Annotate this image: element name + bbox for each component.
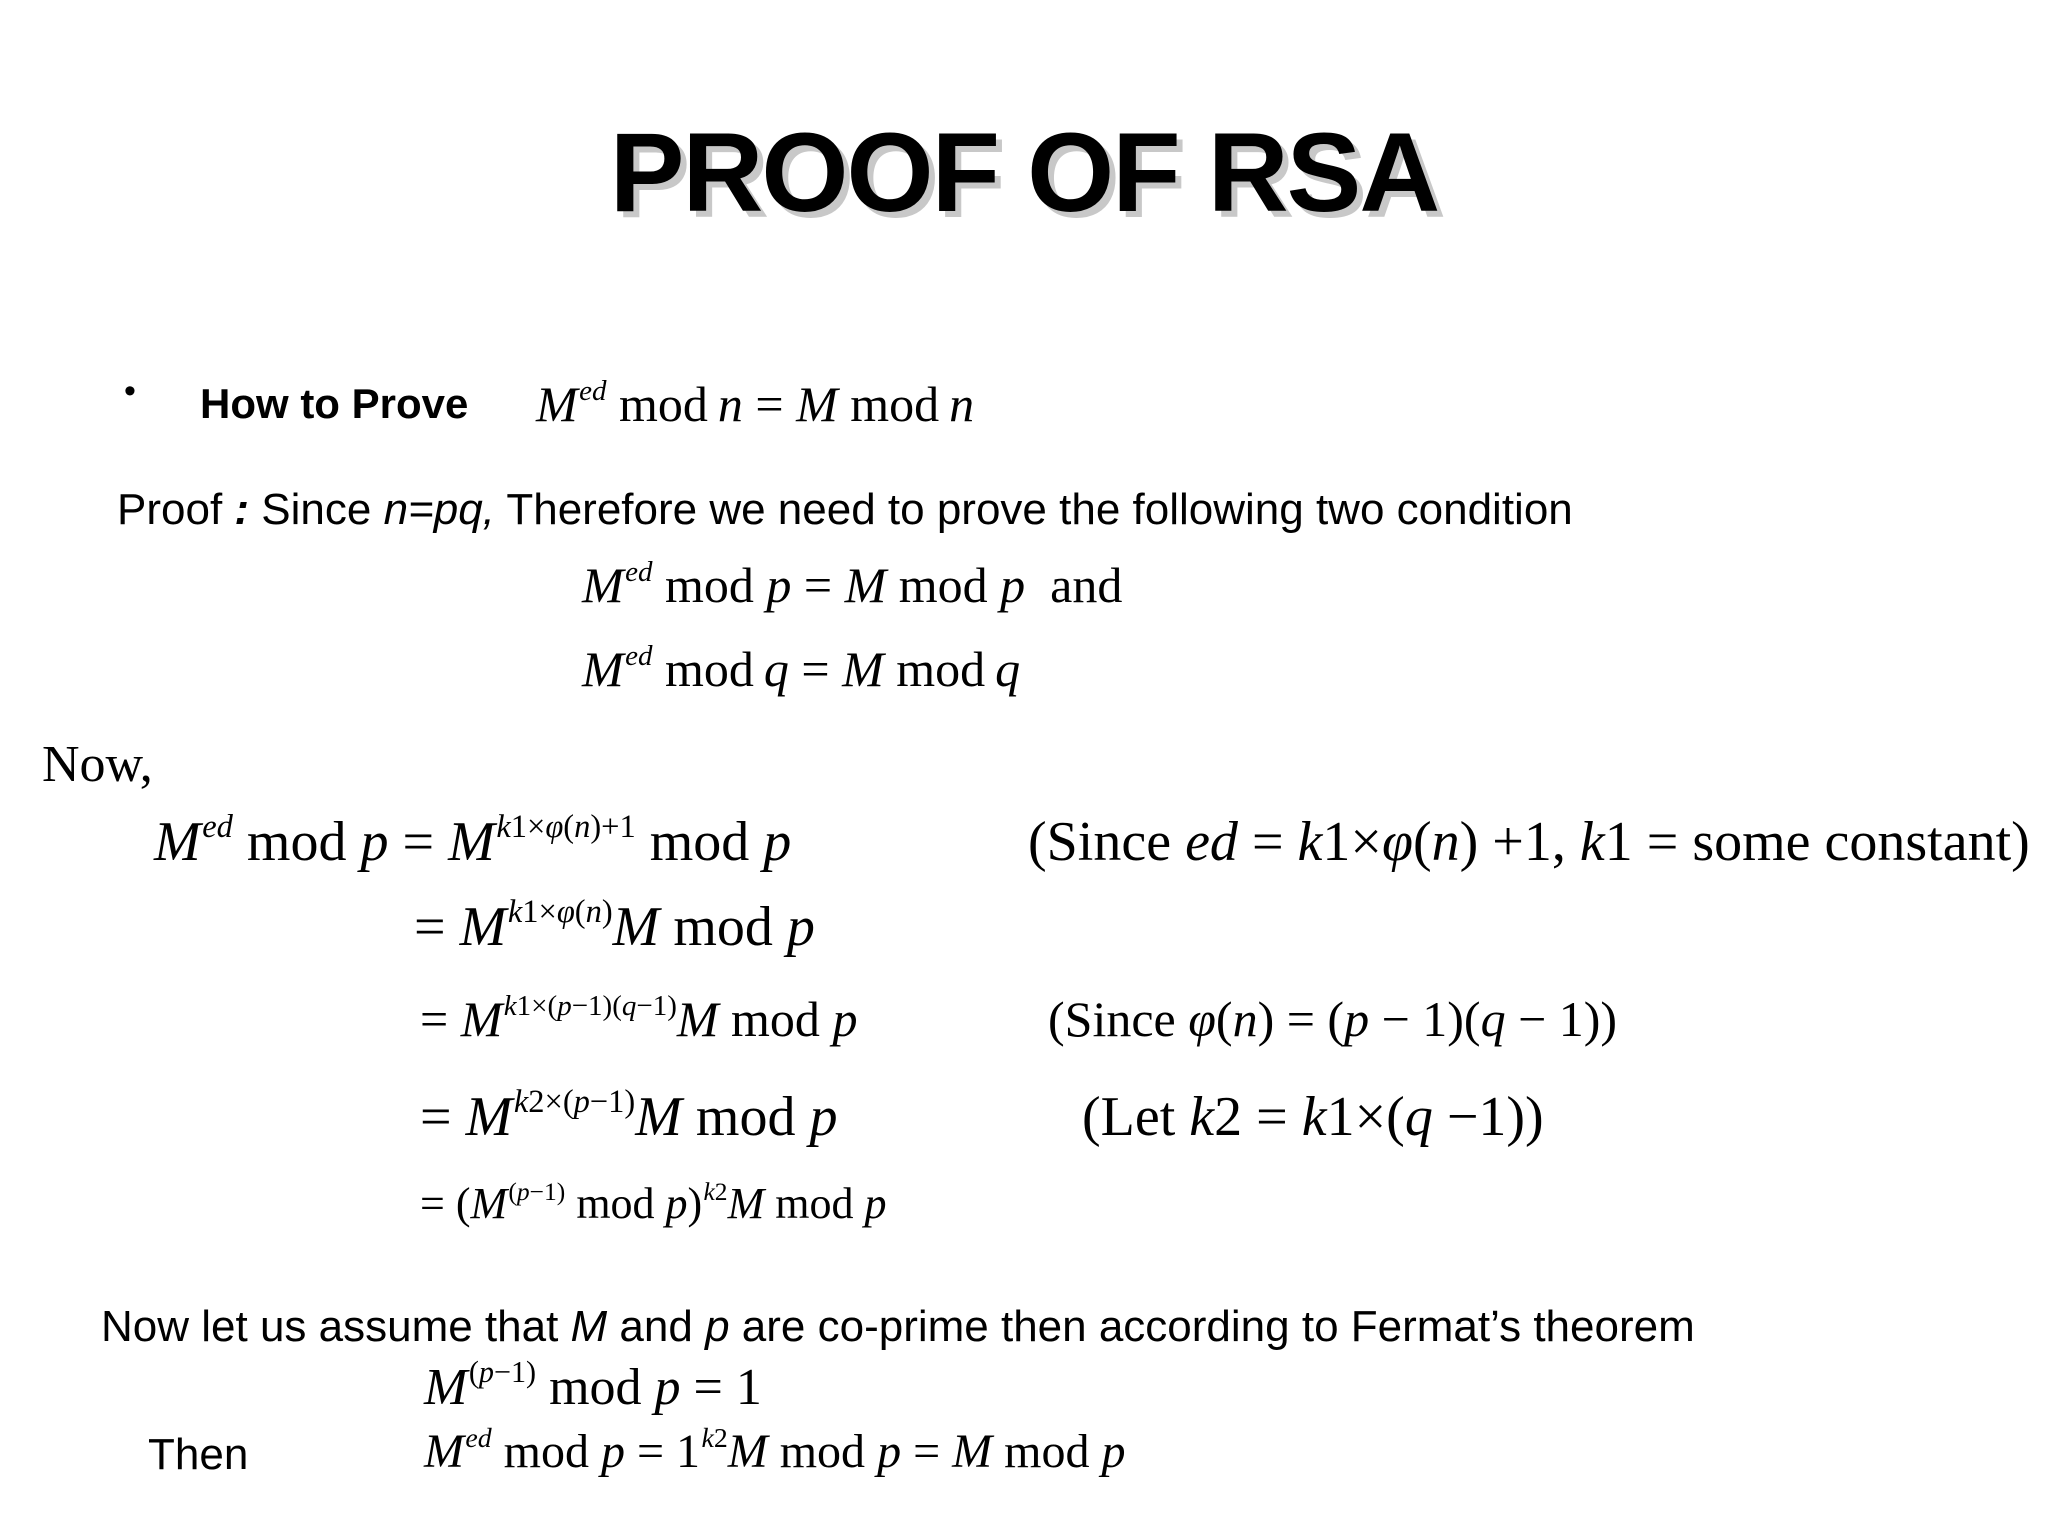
note-since-ed: (Since ed = k1×φ(n) +1, k1 = some constant): [1028, 811, 2030, 873]
fermat-equation: $M^{(p-1)}$ mod p = 1: [424, 1355, 762, 1416]
derivation-line-4: = $M^{k2\times(p-1)}M$ mod p: [420, 1083, 838, 1148]
derivation-line-1: $M^{ed}$ mod $p = M^{k1\times\varphi(n)+1}$ mod p: [154, 808, 792, 873]
condition-p: $M^{ed}$ mod p = M mod p and: [582, 556, 1123, 613]
equation-goal: $M^{ed}$ mod n = M mod n: [536, 375, 975, 432]
slide-title: PROOF OF RSA: [609, 110, 1439, 235]
proof-npq: n=pq,: [383, 485, 495, 534]
condition-q: $M^{ed}$ mod q = M mod q: [582, 640, 1021, 697]
derivation-line-2: = $M^{k1\times\varphi(n)}M$ mod p: [414, 893, 815, 958]
derivation-line-5: = ($M^{(p-1)}$ mod p)$^{k2}$M mod p: [420, 1176, 887, 1228]
proof-lead: Proof: [117, 485, 223, 534]
proof-intro: Proof : Since n=pq, Therefore we need to prove the following two condition: [117, 485, 1573, 534]
note-let-k2: (Let k2 = k1×(q −1)): [1082, 1086, 1544, 1148]
then-label: Then: [148, 1430, 249, 1479]
how-to-prove-label: How to Prove: [200, 380, 469, 427]
proof-since: Since: [261, 485, 384, 534]
proof-rest: Therefore we need to prove the following two condition: [494, 485, 1573, 534]
bullet-dot: •: [124, 372, 136, 410]
now-label: Now,: [42, 736, 153, 793]
note-since-phi: (Since φ(n) = (p − 1)(q − 1)): [1048, 991, 1618, 1047]
and-word: and: [1050, 557, 1123, 613]
final-equation: $M^{ed}$ mod $p = 1^{k2}M$ mod p = M mod p: [424, 1422, 1126, 1478]
derivation-line-3: = $M^{k1\times(p-1)(q-1)}M$ mod p: [420, 990, 858, 1047]
fermat-line: Now let us assume that M and p are co-prime then according to Fermat’s theorem: [101, 1302, 1695, 1351]
